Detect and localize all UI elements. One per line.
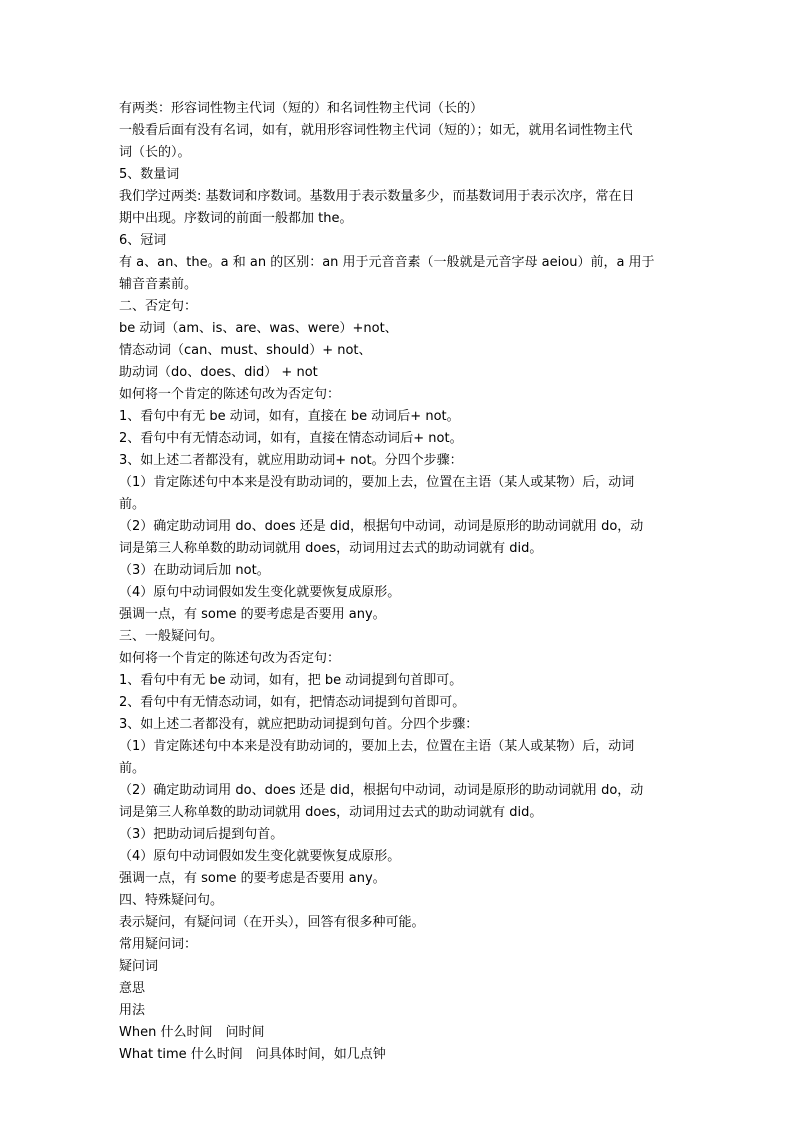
text-line: What time 什么时间 问具体时间，如几点钟 [119,1047,386,1062]
text-line: 我们学过两类: 基数词和序数词。基数用于表示数量多少，而基数词用于表示次序，常在日 [119,189,635,204]
text-line: 如何将一个肯定的陈述句改为否定句： [119,651,341,666]
text-line: 词（长的）。 [119,145,191,160]
text-line: 有 a、an、the。a 和 an 的区别：an 用于元音音素（一般就是元音字母 aeiou）前，a 用于 [119,255,655,270]
text-line: 词是第三人称单数的助动词就用 does，动词用过去式的助动词就有 did。 [119,541,543,556]
text-line: （2）确定助动词用 do、does 还是 did，根据句中动词，动词是原形的助动词就用 do，动 [119,519,644,534]
text-line: be 动词（am、is、are、was、were）+not、 [119,321,398,336]
text-line: 期中出现。序数词的前面一般都加 the。 [119,211,353,226]
text-line: 常用疑问词： [119,937,198,952]
section-heading: 四、特殊疑问句。 [119,893,224,908]
text-line: （4）原句中动词假如发生变化就要恢复成原形。 [119,585,401,600]
text-line: 3、如上述二者都没有，就应用助动词+ not。分四个步骤： [119,453,463,468]
text-line: 2、看句中有无情态动词，如有，把情态动词提到句首即可。 [119,695,466,710]
section-heading: 5、数量词 [119,167,180,182]
text-line: 一般看后面有没有名词，如有，就用形容词性物主代词（短的）；如无，就用名词性物主代 [119,123,633,138]
text-line: 情态动词（can、must、should）+ not、 [119,343,372,358]
text-line: 1、看句中有无 be 动词，如有，把 be 动词提到句首即可。 [119,673,463,688]
text-line: （4）原句中动词假如发生变化就要恢复成原形。 [119,849,401,864]
text-line: 1、看句中有无 be 动词，如有，直接在 be 动词后+ not。 [119,409,460,424]
text-line: 有两类：形容词性物主代词（短的）和名词性物主代词（长的） [119,101,484,116]
document-page [119,98,681,1066]
text-line: 用法 [119,1003,146,1018]
text-line: 如何将一个肯定的陈述句改为否定句： [119,387,341,402]
text-line: 词是第三人称单数的助动词就用 does，动词用过去式的助动词就有 did。 [119,805,543,820]
text-line: 意思 [119,981,146,996]
text-line: 3、如上述二者都没有，就应把助动词提到句首。分四个步骤： [119,717,479,732]
text-line: 前。 [119,761,146,776]
section-heading: 二、否定句： [119,299,198,314]
text-line: （1）肯定陈述句中本来是没有助动词的，要加上去，位置在主语（某人或某物）后，动词 [119,739,635,754]
text-line: 辅音音素前。 [119,277,198,292]
text-line: （1）肯定陈述句中本来是没有助动词的，要加上去，位置在主语（某人或某物）后，动词 [119,475,635,490]
section-heading: 6、冠词 [119,233,167,248]
text-line: 强调一点，有 some 的要考虑是否要用 any。 [119,871,386,886]
text-line: 强调一点，有 some 的要考虑是否要用 any。 [119,607,386,622]
text-line: When 什么时间 问时间 [119,1025,265,1040]
text-line: 2、看句中有无情态动词，如有，直接在情态动词后+ not。 [119,431,463,446]
text-line: 助动词（do、does、did） + not [119,365,318,380]
section-heading: 三、一般疑问句。 [119,629,224,644]
text-line: 前。 [119,497,146,512]
text-line: 疑问词 [119,959,159,974]
text-line: 表示疑问，有疑问词（在开头），回答有很多种可能。 [119,915,425,930]
text-line: （3）在助动词后加 not。 [119,563,270,578]
text-line: （3）把助动词后提到句首。 [119,827,284,842]
text-line: （2）确定助动词用 do、does 还是 did，根据句中动词，动词是原形的助动词就用 do，动 [119,783,644,798]
